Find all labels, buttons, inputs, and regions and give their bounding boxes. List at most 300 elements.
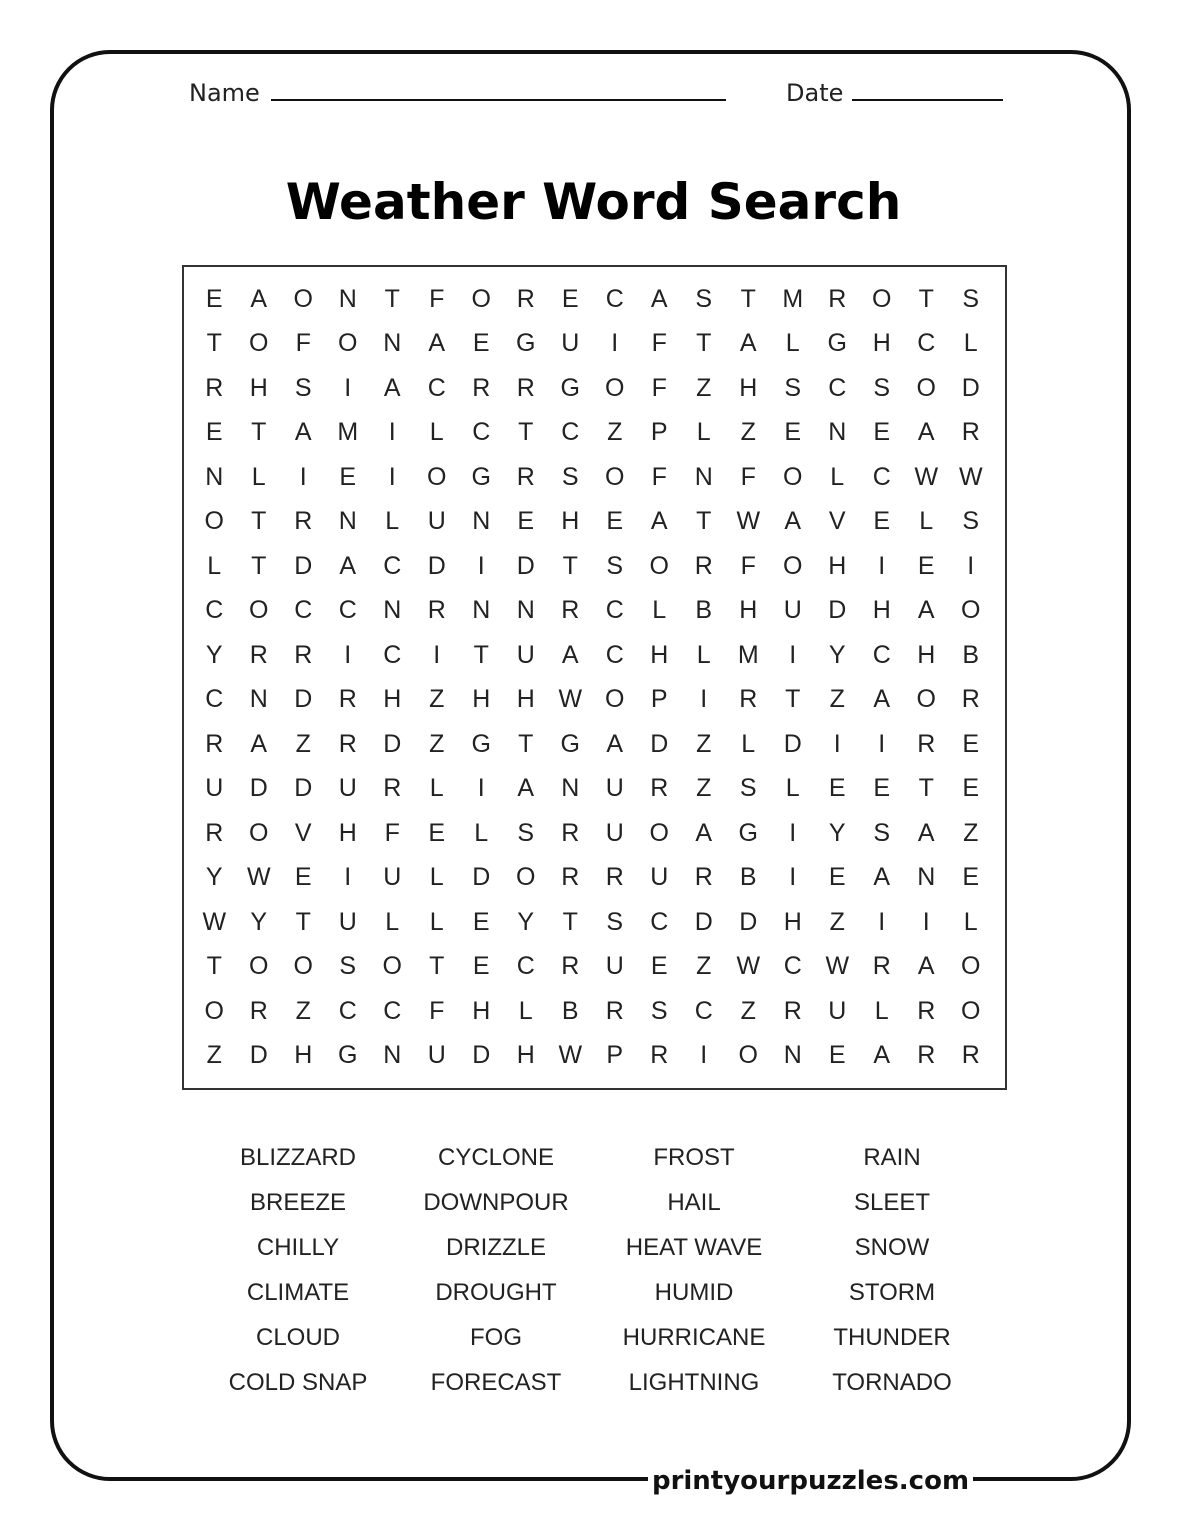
grid-letter: R [205,818,224,847]
grid-letter: I [433,640,441,669]
grid-letter: W [736,952,761,981]
grid-letter: Z [696,373,712,402]
word-item: DRIZZLE [445,1234,546,1261]
grid-letter: A [339,551,357,580]
grid-letter: U [605,774,624,803]
grid-letter: I [344,863,352,892]
site-credit: printyourpuzzles.com [651,1466,970,1496]
grid-letter: T [251,507,267,536]
grid-letter: W [914,462,939,491]
grid-letter: O [916,373,936,402]
grid-letter: N [338,507,357,536]
grid-letter: Z [829,907,845,936]
grid-letter: C [472,418,491,447]
grid-letter: C [872,462,891,491]
grid-letter: R [516,284,535,313]
grid-letter: A [784,507,802,536]
grid-letter: S [606,907,624,936]
word-item: STORM [848,1279,936,1306]
word-item: SLEET [853,1189,931,1216]
grid-letter: C [427,373,446,402]
grid-letter: H [561,507,580,536]
grid-letter: C [872,640,891,669]
grid-letter: N [561,774,580,803]
grid-letter: I [833,729,841,758]
grid-letter: Z [963,818,979,847]
grid-letter: N [694,462,713,491]
grid-letter: N [472,507,491,536]
grid-letter: P [650,685,668,714]
word-item: FROST [653,1144,735,1171]
grid-letter: R [961,418,980,447]
grid-letter: C [605,596,624,625]
grid-letter: R [516,462,535,491]
grid-letter: T [384,284,400,313]
word-item: SNOW [854,1234,930,1261]
grid-letter: T [206,952,222,981]
grid-letter: A [917,818,935,847]
grid-letter: D [516,551,535,580]
grid-letter: D [427,551,446,580]
grid-letter: I [700,1041,708,1070]
grid-letter: O [783,462,803,491]
grid-letter: A [695,818,713,847]
grid-letter: G [560,373,580,402]
name-line [271,99,726,101]
grid-letter: O [783,551,803,580]
grid-letter: B [561,996,579,1025]
grid-letter: E [205,418,223,447]
grid-letter: Y [250,907,268,936]
grid-letter: S [739,774,757,803]
grid-letter: G [471,462,491,491]
grid-letter: Z [429,685,445,714]
grid-letter: I [344,640,352,669]
grid-letter: V [828,507,846,536]
grid-letter: R [249,996,268,1025]
grid-letter: S [294,373,312,402]
grid-letter: Y [205,863,223,892]
grid-letter: F [651,329,667,358]
grid-letter: D [294,551,313,580]
grid-letter: H [516,685,535,714]
grid-letter: E [917,551,935,580]
grid-letter: I [878,907,886,936]
grid-letter: F [295,329,311,358]
grid-letter: O [427,462,447,491]
grid-letter: I [789,818,797,847]
grid-letter: I [789,863,797,892]
grid-letter: I [922,907,930,936]
grid-letter: I [878,729,886,758]
grid-letter: I [611,329,619,358]
grid-letter: L [429,774,444,803]
grid-letter: S [695,284,713,313]
grid-letter: S [873,818,891,847]
word-column [199,1135,397,1405]
grid-letter: Z [696,774,712,803]
grid-letter: L [874,996,889,1025]
grid-letter: A [606,729,624,758]
grid-letter: L [741,729,756,758]
grid-letter: D [472,863,491,892]
grid-letter: R [472,373,491,402]
grid-letter: C [917,329,936,358]
grid-letter: A [561,640,579,669]
grid-letter: R [739,685,758,714]
grid-letter: O [916,685,936,714]
name-label: Name [189,79,260,107]
grid-letter: E [517,507,535,536]
grid-letter: Z [206,1041,222,1070]
word-item: HEAT WAVE [625,1234,763,1261]
grid-letter: W [825,952,850,981]
puzzle-grid [192,277,993,1078]
grid-letter: S [784,373,802,402]
grid-letter: D [650,729,669,758]
grid-letter: E [472,329,490,358]
grid-letter: B [962,640,980,669]
grid-letter: U [783,596,802,625]
grid-letter: E [294,863,312,892]
grid-letter: R [383,774,402,803]
grid-letter: D [694,907,713,936]
grid-letter: D [249,1041,268,1070]
grid-letter: F [429,284,445,313]
grid-letter: E [784,418,802,447]
grid-letter: L [429,863,444,892]
grid-letter: R [205,373,224,402]
grid-letter: A [294,418,312,447]
grid-letter: R [561,596,580,625]
grid-letter: T [473,640,489,669]
grid-letter: C [516,952,535,981]
grid-letter: S [517,818,535,847]
grid-letter: B [739,863,757,892]
grid-letter: C [383,640,402,669]
word-item: FORECAST [430,1369,562,1396]
word-item: DOWNPOUR [423,1189,569,1216]
grid-letter: T [918,774,934,803]
grid-letter: L [963,329,978,358]
grid-letter: A [650,284,668,313]
grid-letter: N [205,462,224,491]
grid-letter: U [338,907,357,936]
grid-letter: T [562,551,578,580]
grid-letter: E [962,863,980,892]
grid-letter: O [249,329,269,358]
grid-letter: C [205,685,224,714]
grid-letter: U [605,952,624,981]
grid-letter: C [561,418,580,447]
grid-letter: G [827,329,847,358]
grid-letter: S [873,373,891,402]
grid-letter: O [605,685,625,714]
grid-letter: O [649,818,669,847]
word-column [793,1135,991,1405]
grid-letter: R [427,596,446,625]
grid-letter: S [650,996,668,1025]
grid-letter: M [737,640,759,669]
grid-letter: U [338,774,357,803]
grid-letter: L [429,418,444,447]
grid-letter: O [382,952,402,981]
word-column [397,1135,595,1405]
grid-letter: W [558,1041,583,1070]
grid-letter: F [740,551,756,580]
grid-letter: H [739,373,758,402]
grid-letter: E [828,863,846,892]
grid-letter: A [650,507,668,536]
grid-letter: R [605,996,624,1025]
grid-letter: I [388,418,396,447]
grid-letter: T [785,685,801,714]
grid-letter: L [696,418,711,447]
grid-letter: I [789,640,797,669]
grid-letter: N [338,284,357,313]
grid-letter: U [205,774,224,803]
grid-letter: E [428,818,446,847]
grid-letter: Z [607,418,623,447]
grid-letter: C [694,996,713,1025]
word-item: COLD SNAP [228,1369,368,1396]
grid-letter: O [293,952,313,981]
grid-letter: R [205,729,224,758]
grid-letter: N [383,1041,402,1070]
grid-letter: Z [429,729,445,758]
grid-letter: G [516,329,536,358]
grid-letter: G [338,1041,358,1070]
grid-letter: L [207,551,222,580]
grid-letter: H [472,685,491,714]
grid-letter: N [783,1041,802,1070]
grid-letter: H [472,996,491,1025]
grid-letter: R [872,952,891,981]
grid-letter: C [605,640,624,669]
word-item: CYCLONE [437,1144,555,1171]
grid-letter: D [294,685,313,714]
grid-letter: R [561,952,580,981]
grid-letter: T [562,907,578,936]
grid-letter: R [338,685,357,714]
grid-letter: W [558,685,583,714]
word-item: LIGHTNING [628,1369,760,1396]
grid-letter: L [785,329,800,358]
grid-letter: H [917,640,936,669]
grid-letter: C [605,284,624,313]
grid-letter: N [917,863,936,892]
grid-letter: I [700,685,708,714]
grid-letter: H [872,329,891,358]
grid-letter: Y [828,640,846,669]
grid-letter: Z [829,685,845,714]
grid-letter: I [878,551,886,580]
grid-letter: A [873,685,891,714]
grid-letter: O [738,1041,758,1070]
word-item: THUNDER [833,1324,951,1351]
grid-letter: S [561,462,579,491]
grid-letter: U [605,818,624,847]
grid-letter: L [830,462,845,491]
grid-letter: S [606,551,624,580]
grid-letter: R [605,863,624,892]
grid-letter: I [388,462,396,491]
grid-letter: P [650,418,668,447]
word-item: CLIMATE [246,1279,350,1306]
grid-letter: D [828,596,847,625]
grid-letter: N [472,596,491,625]
grid-letter: U [427,1041,446,1070]
grid-letter: C [383,996,402,1025]
grid-letter: R [828,284,847,313]
grid-letter: B [695,596,713,625]
word-item: HUMID [654,1279,734,1306]
grid-letter: Y [517,907,535,936]
grid-letter: V [294,818,312,847]
grid-letter: H [249,373,268,402]
grid-letter: N [828,418,847,447]
grid-letter: D [739,907,758,936]
grid-letter: E [472,907,490,936]
grid-letter: S [962,507,980,536]
grid-letter: O [961,996,981,1025]
grid-letter: I [299,462,307,491]
grid-letter: T [918,284,934,313]
grid-letter: E [650,952,668,981]
grid-letter: M [337,418,359,447]
grid-letter: C [383,551,402,580]
grid-letter: F [429,996,445,1025]
grid-letter: T [206,329,222,358]
grid-letter: A [873,1041,891,1070]
grid-letter: S [962,284,980,313]
grid-letter: O [605,373,625,402]
grid-letter: E [873,507,891,536]
word-item: FOG [470,1324,522,1351]
grid-letter: L [919,507,934,536]
grid-letter: C [783,952,802,981]
grid-letter: H [516,1041,535,1070]
grid-letter: G [738,818,758,847]
grid-letter: H [828,551,847,580]
grid-letter: A [739,329,757,358]
grid-letter: F [740,462,756,491]
grid-letter: E [339,462,357,491]
grid-letter: L [518,996,533,1025]
word-item: TORNADO [832,1369,952,1396]
grid-letter: A [917,418,935,447]
grid-letter: Z [696,729,712,758]
grid-letter: A [428,329,446,358]
grid-letter: R [694,551,713,580]
grid-letter: H [739,596,758,625]
grid-letter: L [385,907,400,936]
word-item: BREEZE [249,1189,347,1216]
grid-letter: E [561,284,579,313]
grid-letter: Y [205,640,223,669]
grid-letter: E [828,774,846,803]
grid-letter: L [385,507,400,536]
grid-letter: S [339,952,357,981]
grid-letter: Z [740,996,756,1025]
grid-letter: L [963,907,978,936]
date-label: Date [786,79,844,107]
grid-letter: A [517,774,535,803]
grid-letter: D [383,729,402,758]
grid-letter: T [429,952,445,981]
grid-letter: O [961,596,981,625]
grid-letter: T [696,507,712,536]
grid-letter: T [295,907,311,936]
grid-letter: R [650,1041,669,1070]
grid-letter: E [962,774,980,803]
grid-letter: O [293,284,313,313]
grid-letter: R [694,863,713,892]
grid-letter: A [383,373,401,402]
grid-letter: O [471,284,491,313]
grid-letter: E [472,952,490,981]
grid-letter: R [650,774,669,803]
page-title: Weather Word Search [285,173,902,231]
grid-letter: O [249,818,269,847]
grid-letter: R [294,640,313,669]
grid-letter: A [250,729,268,758]
word-item: CLOUD [255,1324,340,1351]
grid-letter: T [251,551,267,580]
grid-letter: E [873,418,891,447]
grid-letter: T [740,284,756,313]
grid-letter: T [518,729,534,758]
grid-letter: C [828,373,847,402]
grid-letter: N [249,685,268,714]
grid-letter: Z [295,729,311,758]
grid-letter: G [560,729,580,758]
grid-letter: E [962,729,980,758]
grid-letter: F [651,373,667,402]
grid-letter: A [917,596,935,625]
grid-letter: O [249,596,269,625]
word-item: HURRICANE [622,1324,766,1351]
grid-letter: R [561,863,580,892]
word-list [199,1135,991,1405]
word-item: HAIL [667,1189,721,1216]
grid-letter: C [294,596,313,625]
grid-letter: L [652,596,667,625]
grid-letter: Z [696,952,712,981]
grid-letter: H [294,1041,313,1070]
grid-letter: H [338,818,357,847]
grid-letter: D [783,729,802,758]
grid-letter: O [872,284,892,313]
grid-letter: R [961,1041,980,1070]
grid-letter: I [477,551,485,580]
grid-letter: I [344,373,352,402]
grid-letter: R [516,373,535,402]
grid-letter: R [561,818,580,847]
grid-letter: D [249,774,268,803]
grid-letter: L [429,907,444,936]
grid-letter: R [961,685,980,714]
grid-letter: C [650,907,669,936]
grid-letter: I [967,551,975,580]
grid-letter: T [696,329,712,358]
grid-letter: R [783,996,802,1025]
grid-letter: C [338,996,357,1025]
grid-letter: O [204,507,224,536]
grid-letter: U [828,996,847,1025]
grid-letter: E [828,1041,846,1070]
grid-letter: L [474,818,489,847]
